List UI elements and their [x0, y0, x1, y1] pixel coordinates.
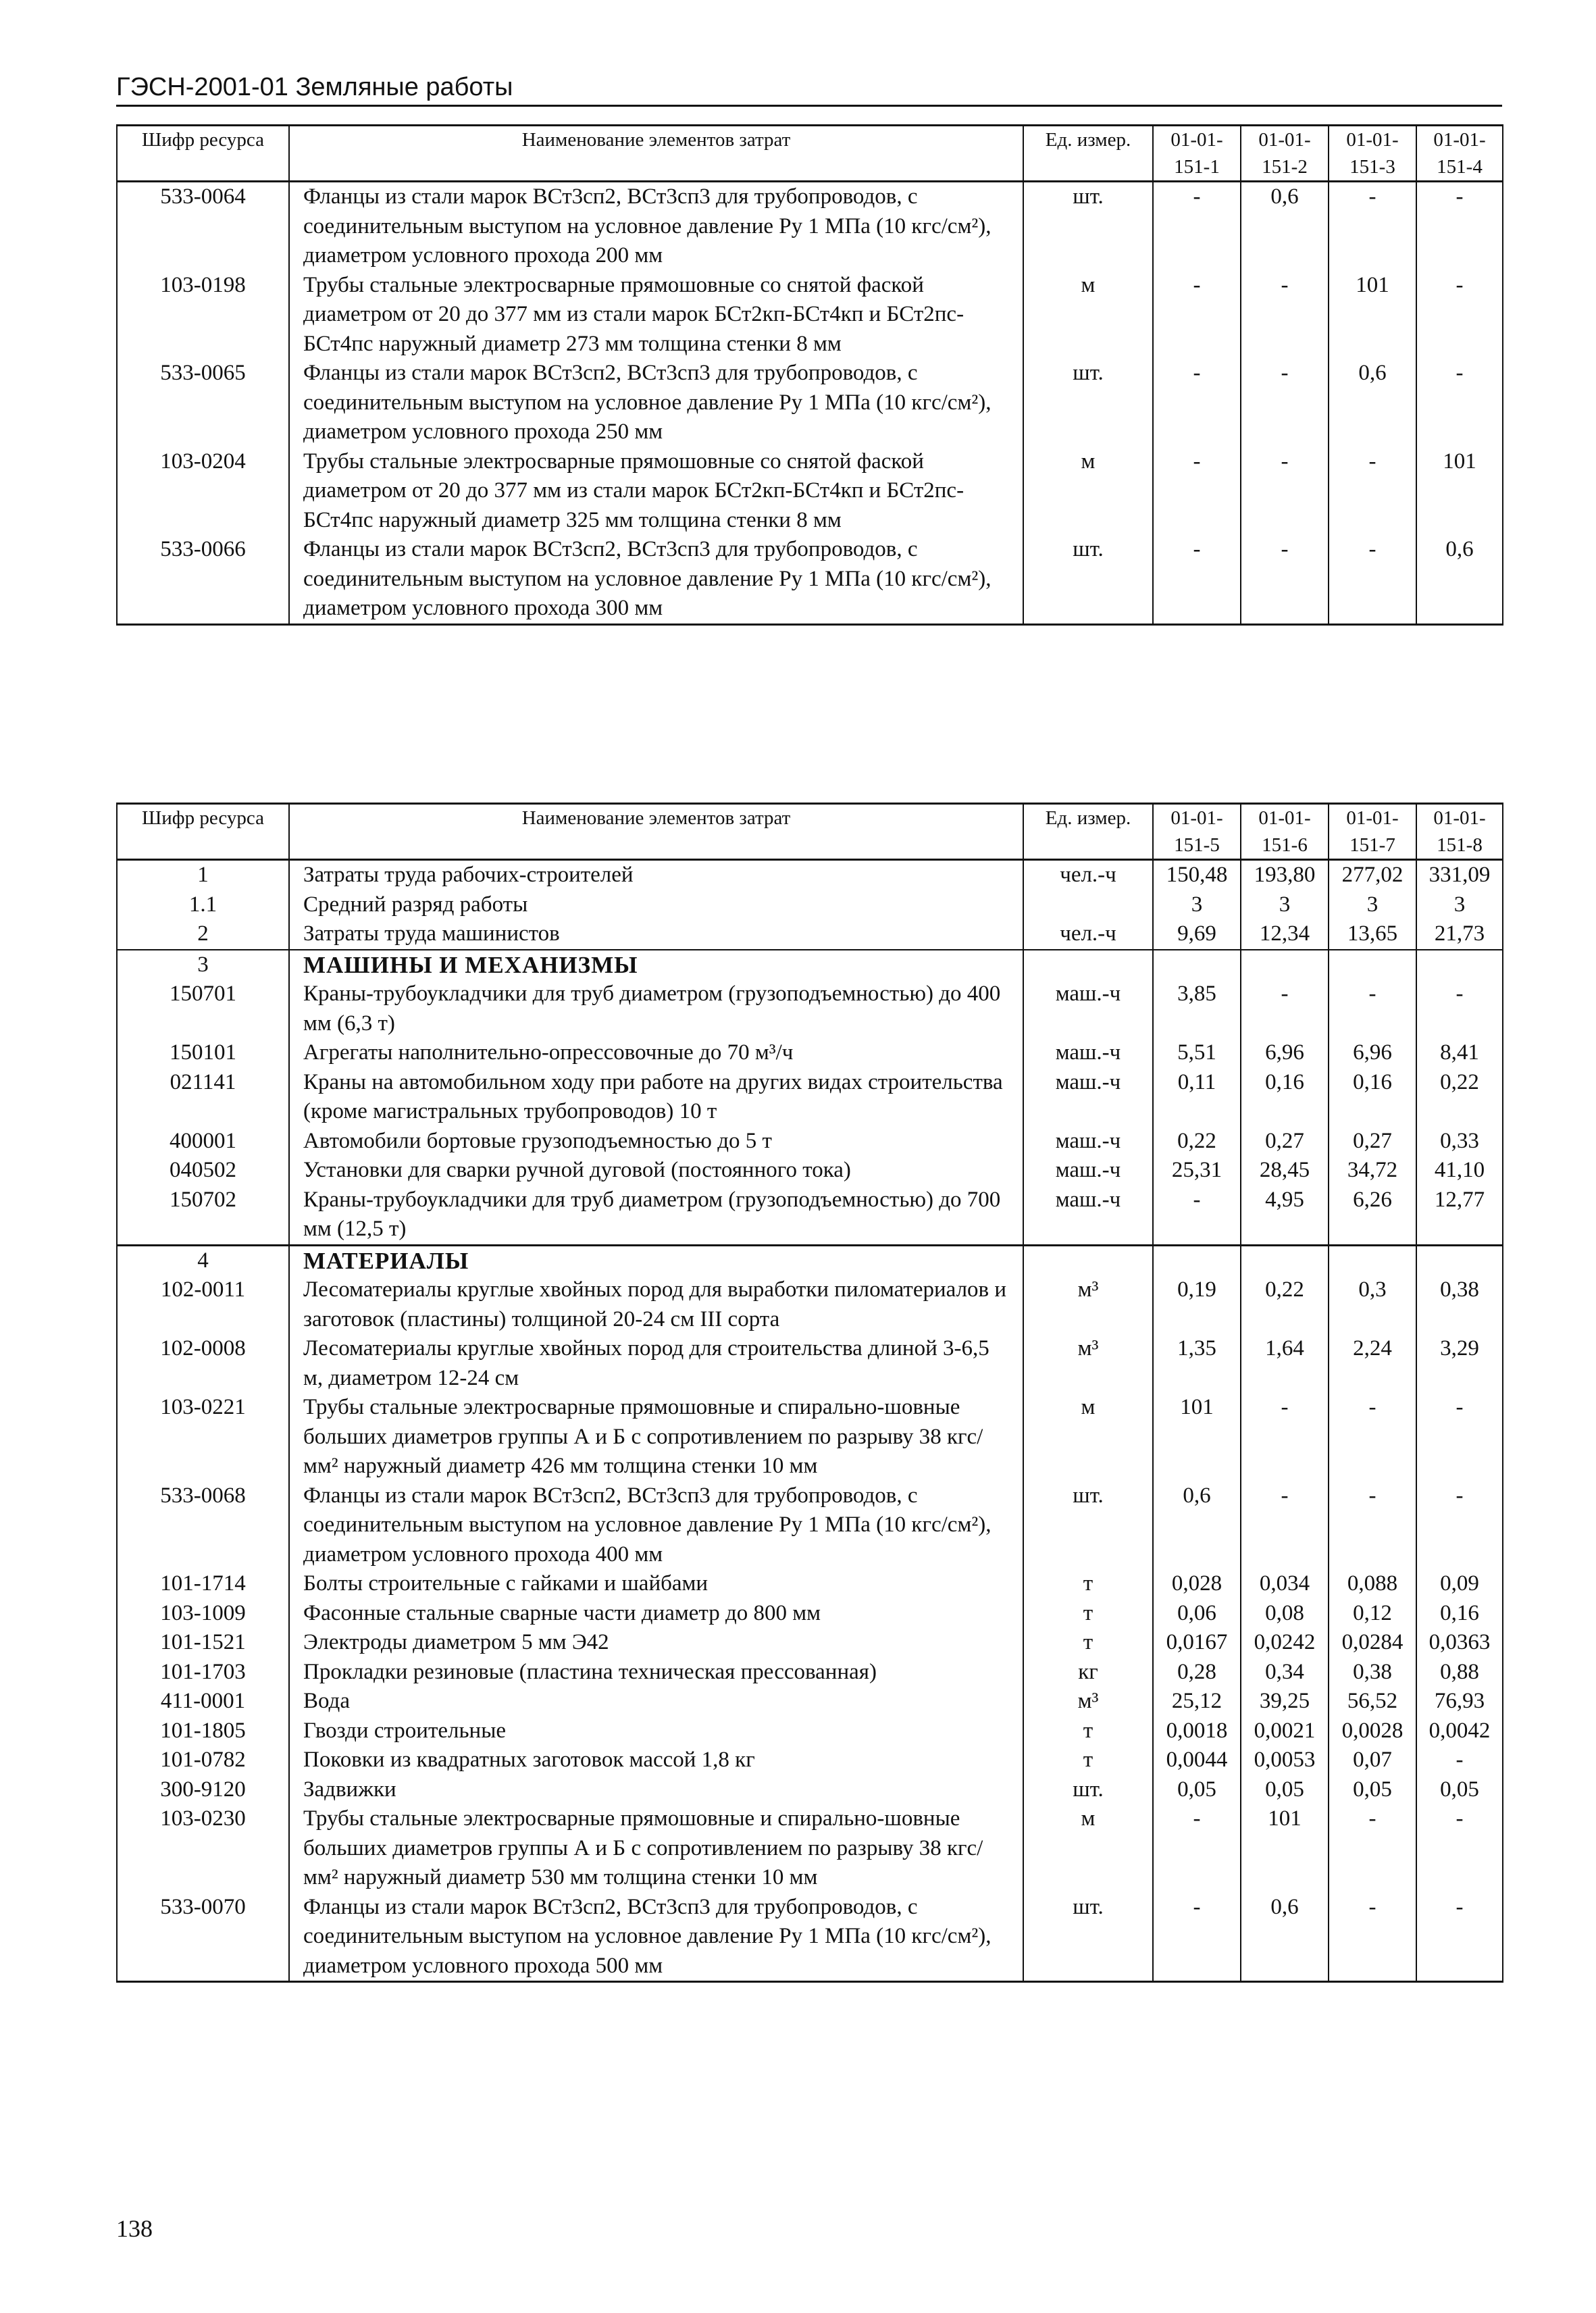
- norm-value: 101: [1153, 1393, 1241, 1481]
- resource-code: 3: [117, 950, 289, 980]
- resource-code: 4: [117, 1245, 289, 1275]
- norm-value: 3: [1153, 890, 1241, 920]
- resource-code: 103-1009: [117, 1599, 289, 1629]
- resource-code: 102-0008: [117, 1334, 289, 1393]
- norm-value: -: [1416, 182, 1503, 271]
- table-row: [117, 1775, 1503, 1805]
- table-row: [117, 182, 1503, 271]
- norm-value: 0,034: [1241, 1569, 1329, 1599]
- norm-value: 0,6: [1241, 1893, 1329, 1982]
- column-header: Наименование элементов затрат: [289, 126, 1023, 182]
- table-row: [117, 1893, 1503, 1982]
- norm-value: -: [1153, 535, 1241, 624]
- norm-value: -: [1329, 535, 1416, 624]
- norm-value: 3: [1241, 890, 1329, 920]
- norm-value: 76,93: [1416, 1687, 1503, 1717]
- norm-value: 0,088: [1329, 1569, 1416, 1599]
- norm-value: 2,24: [1329, 1334, 1416, 1393]
- column-header: Ед. измер.: [1023, 126, 1153, 182]
- unit-of-measure: [1023, 950, 1153, 980]
- norm-value: 5,51: [1153, 1038, 1241, 1068]
- unit-of-measure: м: [1023, 1804, 1153, 1893]
- resource-name: Поковки из квадратных заготовок массой 1,8 кг: [289, 1746, 1023, 1775]
- unit-of-measure: маш.-ч: [1023, 1156, 1153, 1186]
- norm-value: 25,31: [1153, 1156, 1241, 1186]
- norm-value: 4,95: [1241, 1186, 1329, 1246]
- norm-value: -: [1416, 271, 1503, 359]
- unit-of-measure: маш.-ч: [1023, 980, 1153, 1038]
- resource-code: 533-0065: [117, 359, 289, 447]
- norm-value: 0,09: [1416, 1569, 1503, 1599]
- table-row: [117, 860, 1503, 890]
- resource-name: Фланцы из стали марок ВСт3сп2, ВСт3сп3 для трубопроводов, с соединительным выступом на условное давление Ру 1 МПа (10 кгс/см²), диаметром условного прохода 200 мм: [289, 182, 1023, 271]
- resource-name: Электроды диаметром 5 мм Э42: [289, 1628, 1023, 1658]
- table-row: [117, 1569, 1503, 1599]
- unit-of-measure: кг: [1023, 1658, 1153, 1687]
- table-header-row: [117, 804, 1503, 860]
- resource-code: 150702: [117, 1186, 289, 1246]
- norm-value: 0,08: [1241, 1599, 1329, 1629]
- norm-value: 193,80: [1241, 860, 1329, 890]
- unit-of-measure: м: [1023, 1393, 1153, 1481]
- resource-name: Болты строительные с гайками и шайбами: [289, 1569, 1023, 1599]
- table-row: [117, 1481, 1503, 1570]
- column-header: Наименование элементов затрат: [289, 804, 1023, 860]
- resource-name: Фланцы из стали марок ВСт3сп2, ВСт3сп3 для трубопроводов, с соединительным выступом на условное давление Ру 1 МПа (10 кгс/см²), диаметром условного прохода 500 мм: [289, 1893, 1023, 1982]
- table-row: [117, 980, 1503, 1038]
- norm-value: 0,0044: [1153, 1746, 1241, 1775]
- resource-code: 040502: [117, 1156, 289, 1186]
- norm-value: 0,0242: [1241, 1628, 1329, 1658]
- norm-value: 0,0028: [1329, 1717, 1416, 1746]
- norm-value: -: [1416, 1393, 1503, 1481]
- norm-value: 0,0021: [1241, 1717, 1329, 1746]
- norm-value: 0,07: [1329, 1746, 1416, 1775]
- norm-value: 0,028: [1153, 1569, 1241, 1599]
- unit-of-measure: т: [1023, 1717, 1153, 1746]
- resource-code: 1.1: [117, 890, 289, 920]
- norm-value: 0,0284: [1329, 1628, 1416, 1658]
- table-row: [117, 535, 1503, 624]
- resource-name: Лесоматериалы круглые хвойных пород для строительства длиной 3-6,5 м, диаметром 12-24 см: [289, 1334, 1023, 1393]
- norm-value: 0,22: [1241, 1275, 1329, 1334]
- norm-value: -: [1416, 1746, 1503, 1775]
- norm-value: -: [1329, 182, 1416, 271]
- norm-value: [1416, 950, 1503, 980]
- table-row: [117, 919, 1503, 950]
- unit-of-measure: [1023, 1245, 1153, 1275]
- norm-value: -: [1241, 271, 1329, 359]
- resource-name: Вода: [289, 1687, 1023, 1717]
- norm-value: 0,11: [1153, 1068, 1241, 1127]
- norm-value: 6,96: [1241, 1038, 1329, 1068]
- table-row: [117, 1186, 1503, 1246]
- column-header: Шифр ресурса: [117, 804, 289, 860]
- resource-name: Установки для сварки ручной дуговой (постоянного тока): [289, 1156, 1023, 1186]
- unit-of-measure: т: [1023, 1628, 1153, 1658]
- norm-value: 9,69: [1153, 919, 1241, 950]
- resource-code: 400001: [117, 1127, 289, 1156]
- norm-value: 0,34: [1241, 1658, 1329, 1687]
- column-header: 01-01-151-2: [1241, 126, 1329, 182]
- resource-name: Лесоматериалы круглые хвойных пород для выработки пиломатериалов и заготовок (пластины) толщиной 20-24 см III сорта: [289, 1275, 1023, 1334]
- unit-of-measure: маш.-ч: [1023, 1127, 1153, 1156]
- document-title: ГЭСН-2001-01 Земляные работы: [116, 73, 513, 101]
- norm-value: -: [1329, 1481, 1416, 1570]
- norm-value: -: [1241, 359, 1329, 447]
- page-header: [116, 73, 1502, 107]
- norm-value: 1,64: [1241, 1334, 1329, 1393]
- resource-code: 150101: [117, 1038, 289, 1068]
- norm-value: 277,02: [1329, 860, 1416, 890]
- norm-value: [1153, 1245, 1241, 1275]
- norm-value: -: [1153, 359, 1241, 447]
- table-row: [117, 1687, 1503, 1717]
- norm-value: 1,35: [1153, 1334, 1241, 1393]
- norm-value: 0,27: [1329, 1127, 1416, 1156]
- resource-code: 533-0064: [117, 182, 289, 271]
- norm-value: 0,6: [1416, 535, 1503, 624]
- table-header-row: [117, 126, 1503, 182]
- table-row: [117, 1599, 1503, 1629]
- norm-value: -: [1153, 1893, 1241, 1982]
- norm-value: 0,6: [1153, 1481, 1241, 1570]
- resource-code: 101-0782: [117, 1746, 289, 1775]
- resource-name: МАШИНЫ И МЕХАНИЗМЫ: [289, 950, 1023, 980]
- resource-code: 411-0001: [117, 1687, 289, 1717]
- norm-value: -: [1329, 447, 1416, 536]
- norm-value: 6,26: [1329, 1186, 1416, 1246]
- norm-value: 101: [1416, 447, 1503, 536]
- resource-code: 101-1703: [117, 1658, 289, 1687]
- norm-value: 0,16: [1329, 1068, 1416, 1127]
- norm-value: -: [1153, 182, 1241, 271]
- unit-of-measure: т: [1023, 1569, 1153, 1599]
- resource-code: 101-1714: [117, 1569, 289, 1599]
- norm-value: 0,38: [1416, 1275, 1503, 1334]
- norm-value: -: [1241, 447, 1329, 536]
- resource-name: Фланцы из стали марок ВСт3сп2, ВСт3сп3 для трубопроводов, с соединительным выступом на условное давление Ру 1 МПа (10 кгс/см²), диаметром условного прохода 250 мм: [289, 359, 1023, 447]
- norm-value: [1329, 950, 1416, 980]
- unit-of-measure: м: [1023, 271, 1153, 359]
- table-row: [117, 1393, 1503, 1481]
- norm-value: -: [1153, 271, 1241, 359]
- resource-name: Фасонные стальные сварные части диаметр до 800 мм: [289, 1599, 1023, 1629]
- resource-code: 101-1805: [117, 1717, 289, 1746]
- norm-value: 3: [1416, 890, 1503, 920]
- norm-value: 0,0053: [1241, 1746, 1329, 1775]
- unit-of-measure: м³: [1023, 1334, 1153, 1393]
- resource-name: Задвижки: [289, 1775, 1023, 1805]
- table-row: [117, 271, 1503, 359]
- norm-value: 150,48: [1153, 860, 1241, 890]
- norm-value: 331,09: [1416, 860, 1503, 890]
- norm-value: -: [1329, 1393, 1416, 1481]
- norm-value: 34,72: [1329, 1156, 1416, 1186]
- unit-of-measure: шт.: [1023, 182, 1153, 271]
- resource-code: 103-0204: [117, 447, 289, 536]
- table-row: [117, 359, 1503, 447]
- column-header: 01-01-151-7: [1329, 804, 1416, 860]
- table-row: [117, 1628, 1503, 1658]
- norm-value: 0,16: [1416, 1599, 1503, 1629]
- resource-code: 2: [117, 919, 289, 950]
- column-header: Шифр ресурса: [117, 126, 289, 182]
- table-row: [117, 1804, 1503, 1893]
- norm-value: 0,05: [1416, 1775, 1503, 1805]
- norm-value: -: [1153, 1804, 1241, 1893]
- resource-name: Прокладки резиновые (пластина техническая прессованная): [289, 1658, 1023, 1687]
- unit-of-measure: м³: [1023, 1687, 1153, 1717]
- column-header: 01-01-151-1: [1153, 126, 1241, 182]
- norm-value: [1241, 1245, 1329, 1275]
- norm-value: -: [1153, 447, 1241, 536]
- norm-value: 0,0167: [1153, 1628, 1241, 1658]
- resource-name: Трубы стальные электросварные прямошовные со снятой фаской диаметром от 20 до 377 мм из стали марок БСт2кп-БСт4кп и БСт2пс-БСт4пс наружный диаметр 273 мм толщина стенки 8 мм: [289, 271, 1023, 359]
- norm-value: 8,41: [1416, 1038, 1503, 1068]
- section-row: [117, 1245, 1503, 1275]
- norm-value: 12,34: [1241, 919, 1329, 950]
- resource-name: Агрегаты наполнительно-опрессовочные до 70 м³/ч: [289, 1038, 1023, 1068]
- table-row: [117, 1127, 1503, 1156]
- resource-code: 533-0066: [117, 535, 289, 624]
- unit-of-measure: шт.: [1023, 359, 1153, 447]
- resource-name: Трубы стальные электросварные прямошовные со снятой фаской диаметром от 20 до 377 мм из стали марок БСт2кп-БСт4кп и БСт2пс-БСт4пс наружный диаметр 325 мм толщина стенки 8 мм: [289, 447, 1023, 536]
- norm-value: 0,19: [1153, 1275, 1241, 1334]
- unit-of-measure: чел.-ч: [1023, 919, 1153, 950]
- norm-value: 0,05: [1241, 1775, 1329, 1805]
- norm-value: -: [1241, 1481, 1329, 1570]
- resource-code: 102-0011: [117, 1275, 289, 1334]
- norm-value: -: [1241, 1393, 1329, 1481]
- norm-value: -: [1416, 980, 1503, 1038]
- norm-value: 0,16: [1241, 1068, 1329, 1127]
- resource-code: 103-0230: [117, 1804, 289, 1893]
- unit-of-measure: т: [1023, 1599, 1153, 1629]
- resource-name: Краны-трубоукладчики для труб диаметром (грузоподъемностью) до 700 мм (12,5 т): [289, 1186, 1023, 1246]
- resource-code: 103-0198: [117, 271, 289, 359]
- resource-code: 533-0070: [117, 1893, 289, 1982]
- resource-table-1: [116, 124, 1503, 626]
- table-row: [117, 1717, 1503, 1746]
- norm-value: 28,45: [1241, 1156, 1329, 1186]
- unit-of-measure: чел.-ч: [1023, 860, 1153, 890]
- table-row: [117, 1334, 1503, 1393]
- column-header: 01-01-151-8: [1416, 804, 1503, 860]
- resource-name: Затраты труда машинистов: [289, 919, 1023, 950]
- column-header: 01-01-151-5: [1153, 804, 1241, 860]
- unit-of-measure: маш.-ч: [1023, 1038, 1153, 1068]
- resource-name: Автомобили бортовые грузоподъемностью до 5 т: [289, 1127, 1023, 1156]
- column-header: 01-01-151-4: [1416, 126, 1503, 182]
- resource-name: Фланцы из стали марок ВСт3сп2, ВСт3сп3 для трубопроводов, с соединительным выступом на условное давление Ру 1 МПа (10 кгс/см²), диаметром условного прохода 400 мм: [289, 1481, 1023, 1570]
- norm-value: 0,0042: [1416, 1717, 1503, 1746]
- resource-name: Трубы стальные электросварные прямошовные и спирально-шовные больших диаметров группы А и Б с сопротивлением по разрыву 38 кгс/мм² наружный диаметр 530 мм толщина стенки 10 мм: [289, 1804, 1023, 1893]
- norm-value: 0,12: [1329, 1599, 1416, 1629]
- norm-value: 56,52: [1329, 1687, 1416, 1717]
- table-row: [117, 1275, 1503, 1334]
- norm-value: 3,85: [1153, 980, 1241, 1038]
- page-number: 138: [116, 2215, 153, 2242]
- norm-value: 3,29: [1416, 1334, 1503, 1393]
- norm-value: 0,22: [1416, 1068, 1503, 1127]
- norm-value: 0,33: [1416, 1127, 1503, 1156]
- resource-name: Фланцы из стали марок ВСт3сп2, ВСт3сп3 для трубопроводов, с соединительным выступом на условное давление Ру 1 МПа (10 кгс/см²), диаметром условного прохода 300 мм: [289, 535, 1023, 624]
- table-row: [117, 1746, 1503, 1775]
- norm-value: 0,05: [1153, 1775, 1241, 1805]
- resource-code: 150701: [117, 980, 289, 1038]
- norm-value: [1153, 950, 1241, 980]
- norm-value: 0,22: [1153, 1127, 1241, 1156]
- table-row: [117, 890, 1503, 920]
- norm-value: 0,28: [1153, 1658, 1241, 1687]
- resource-table-2: [116, 803, 1503, 1983]
- unit-of-measure: шт.: [1023, 1893, 1153, 1982]
- column-header: 01-01-151-3: [1329, 126, 1416, 182]
- resource-code: 533-0068: [117, 1481, 289, 1570]
- norm-value: -: [1241, 980, 1329, 1038]
- norm-value: 0,05: [1329, 1775, 1416, 1805]
- resource-code: 300-9120: [117, 1775, 289, 1805]
- norm-value: 0,88: [1416, 1658, 1503, 1687]
- table-row: [117, 1068, 1503, 1127]
- norm-value: 0,0018: [1153, 1717, 1241, 1746]
- norm-value: -: [1329, 1804, 1416, 1893]
- norm-value: 0,6: [1329, 359, 1416, 447]
- norm-value: 0,3: [1329, 1275, 1416, 1334]
- norm-value: -: [1329, 980, 1416, 1038]
- norm-value: 13,65: [1329, 919, 1416, 950]
- norm-value: -: [1329, 1893, 1416, 1982]
- norm-value: 0,27: [1241, 1127, 1329, 1156]
- norm-value: 21,73: [1416, 919, 1503, 950]
- table-row: [117, 447, 1503, 536]
- norm-value: 39,25: [1241, 1687, 1329, 1717]
- resource-name: Затраты труда рабочих-строителей: [289, 860, 1023, 890]
- resource-code: 101-1521: [117, 1628, 289, 1658]
- table-row: [117, 1658, 1503, 1687]
- table-row: [117, 1156, 1503, 1186]
- column-header: 01-01-151-6: [1241, 804, 1329, 860]
- norm-value: -: [1241, 535, 1329, 624]
- norm-value: 0,38: [1329, 1658, 1416, 1687]
- norm-value: [1241, 950, 1329, 980]
- resource-name: Трубы стальные электросварные прямошовные и спирально-шовные больших диаметров группы А и Б с сопротивлением по разрыву 38 кгс/мм² наружный диаметр 426 мм толщина стенки 10 мм: [289, 1393, 1023, 1481]
- norm-value: 41,10: [1416, 1156, 1503, 1186]
- norm-value: 101: [1329, 271, 1416, 359]
- norm-value: -: [1153, 1186, 1241, 1246]
- resource-name: Краны на автомобильном ходу при работе на других видах строительства (кроме магистральных трубопроводов) 10 т: [289, 1068, 1023, 1127]
- norm-value: -: [1416, 1893, 1503, 1982]
- norm-value: 0,06: [1153, 1599, 1241, 1629]
- norm-value: [1416, 1245, 1503, 1275]
- unit-of-measure: м³: [1023, 1275, 1153, 1334]
- table-row: [117, 1038, 1503, 1068]
- unit-of-measure: шт.: [1023, 535, 1153, 624]
- resource-name: МАТЕРИАЛЫ: [289, 1245, 1023, 1275]
- unit-of-measure: шт.: [1023, 1481, 1153, 1570]
- norm-value: 25,12: [1153, 1687, 1241, 1717]
- resource-name: Краны-трубоукладчики для труб диаметром (грузоподъемностью) до 400 мм (6,3 т): [289, 980, 1023, 1038]
- norm-value: [1329, 1245, 1416, 1275]
- norm-value: 12,77: [1416, 1186, 1503, 1246]
- resource-code: 1: [117, 860, 289, 890]
- unit-of-measure: маш.-ч: [1023, 1068, 1153, 1127]
- unit-of-measure: шт.: [1023, 1775, 1153, 1805]
- unit-of-measure: маш.-ч: [1023, 1186, 1153, 1246]
- norm-value: -: [1416, 1481, 1503, 1570]
- column-header: Ед. измер.: [1023, 804, 1153, 860]
- resource-name: Средний разряд работы: [289, 890, 1023, 920]
- norm-value: 6,96: [1329, 1038, 1416, 1068]
- unit-of-measure: м: [1023, 447, 1153, 536]
- unit-of-measure: [1023, 890, 1153, 920]
- norm-value: -: [1416, 359, 1503, 447]
- section-row: [117, 950, 1503, 980]
- resource-name: Гвозди строительные: [289, 1717, 1023, 1746]
- resource-code: 103-0221: [117, 1393, 289, 1481]
- norm-value: 3: [1329, 890, 1416, 920]
- resource-code: 021141: [117, 1068, 289, 1127]
- norm-value: 101: [1241, 1804, 1329, 1893]
- unit-of-measure: т: [1023, 1746, 1153, 1775]
- norm-value: -: [1416, 1804, 1503, 1893]
- norm-value: 0,6: [1241, 182, 1329, 271]
- norm-value: 0,0363: [1416, 1628, 1503, 1658]
